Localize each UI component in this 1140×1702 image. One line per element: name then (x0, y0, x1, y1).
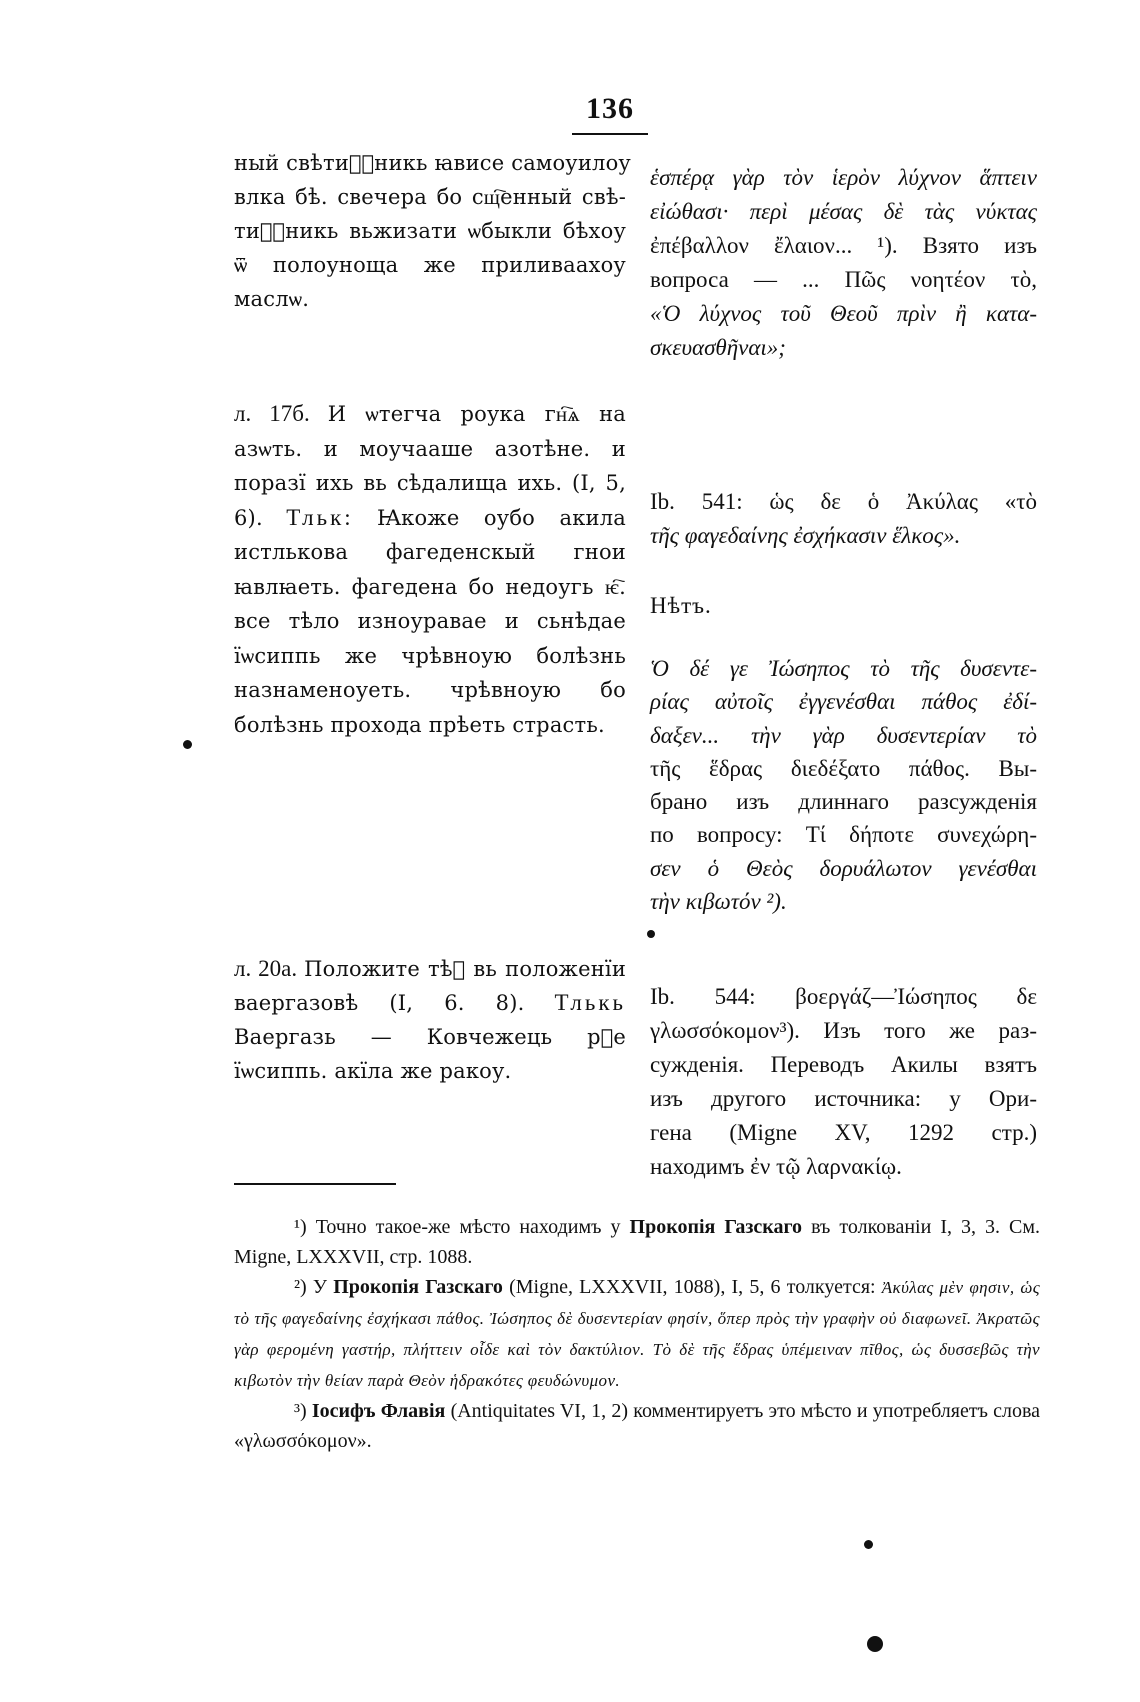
ink-speck (864, 1540, 873, 1549)
text-line: по вопросу: Τί δήποτε συνεχώρη- (650, 822, 1037, 848)
left-block-1 (234, 146, 631, 316)
footnote-text: (Antiquitates VI, 1, 2) комментируетъ это мѣсто и употребляетъ слова «γλωσσόκομον». (234, 1400, 1041, 1452)
right-block-3: Нѣтъ. (650, 593, 712, 618)
header-rule (572, 133, 648, 135)
greek-line: Ὁ δέ γε Ἰώσηπος τὸ τῆς δυσεντε- (650, 656, 1037, 681)
author-name: Прокопія Газскаго (629, 1216, 803, 1238)
slavonic-text: Ꙗкоже оубо акила истлькова фагеденскый гнои ꙗвлꙗеть. фагедена бо недоугь ѥ҇. все тѣло изноуравае и сьнѣдае ïѡсиппь же чрѣвноую болѣзнь назнаменоуеть. чрѣвноую бо болѣзнь прохода прѣеть страсть. (234, 505, 626, 737)
footnote-3 (234, 1396, 1040, 1456)
greek-line: «Ὁ λύχνος τοῦ Θεοῦ πρὶν ἢ κατα- (650, 301, 1037, 326)
slavonic-text: Положите тѣⷯ вь положенїи ваергазовѣ (I, 6. 8). (234, 957, 627, 1015)
greek-quotation: Ἀκύλας μὲν φησιν, ὡς τὸ τῆς φαγεδαίνης ἐσχήκασι πάθος. Ἰώσηπος δὲ δυσεντερίαν φησίν, ὅπερ πρὸς τὴν γραφὴν οὐ διαφωνεῖ. Ἀκρατῶς γὰρ φερομένη γαστήρ, πλήττειν οἶδε καὶ τὸν δακτύλιον. Τὸ δὲ τῆς ἕδρας ὑπέμειναν πῖθος, ὡς δυσσεβῶς τὴν κιβωτὸν τὴν θείαν παρὰ Θεὸν ἡδρακότες φευδώνυμον. (234, 1278, 1041, 1390)
text-line: маслѡ. (234, 287, 310, 311)
ink-speck (647, 930, 655, 938)
greek-line: σκευασθῆναι»; (650, 335, 786, 360)
right-block-1 (650, 161, 1037, 365)
text-line: ный свѣтиⷧ҇никь ꙗвисе самоуилоу (234, 151, 631, 175)
ink-speck (183, 740, 192, 749)
greek-line: εἰώθασι· περὶ μέσας δὲ τὰς νύκτας (650, 199, 1037, 224)
footnote-2 (234, 1272, 1040, 1396)
author-name: Прокопія Газскаго (333, 1276, 503, 1298)
text-line: гена (Migne XV, 1292 стр.) (650, 1120, 1037, 1145)
ink-speck (867, 1636, 883, 1652)
text-line: Ib. 541: ὡς δε ὁ Ἀκύλας «τὸ (650, 489, 1037, 514)
text-line: сужденія. Переводъ Акилы взятъ (650, 1052, 1037, 1077)
footnote-mark: ²) (294, 1276, 307, 1298)
greek-line: σεν ὁ Θεὸς δορυάλωτον γενέσθαι (650, 855, 1037, 881)
footnote-text: (Migne, LXXXVII, 1088), I, 5, 6 толкуется: (509, 1276, 876, 1298)
footnote-mark: ¹) (294, 1216, 307, 1238)
folio-reference: л. 17б. (234, 401, 310, 426)
author-name: Іосифъ Флавія (311, 1400, 446, 1422)
greek-line: ἑσπέρᾳ γὰρ τὸν ἱερὸν λύχνον ἅπτειν (650, 165, 1037, 190)
slavonic-text: Ваергазь — Ковчежець рⷱе ïѡсиппь. акїла же ракоу. (234, 1025, 626, 1083)
footnote-mark: ³) (294, 1400, 307, 1422)
commentary-label: Тлькь (554, 990, 626, 1015)
page-number: 136 (586, 92, 634, 125)
footnotes (234, 1212, 1040, 1456)
text-line: изъ другого источника: у Ори- (650, 1086, 1037, 1111)
greek-line: ρίας αὐτοῖς ἐγγενέσθαι πάθος ἐδί- (650, 689, 1037, 715)
folio-reference: л. 20а. (234, 956, 298, 981)
left-block-3 (234, 952, 626, 1088)
footnote-rule (234, 1183, 396, 1185)
text-line: вопроса — ... Πῶς νοητέον τὸ, (650, 267, 1037, 292)
footnote-text: въ толкованіи I, 3, 3. См. Migne, LXXXVII, стр. 1088. (234, 1216, 1041, 1268)
footnote-text: Точно такое-же мѣсто находимъ у (315, 1216, 621, 1238)
greek-line: τῆς φαγεδαίνης ἐσχήκασιν ἕλκος». (650, 523, 961, 548)
text-line: Ib. 544: βοεργάζ—Ἰώσηπος δε (650, 984, 1037, 1009)
commentary-label: Тльк: (286, 504, 354, 530)
slavonic-text: И ѡтегча роука гн҇ѧ на азѡть. и моучааше азотѣне. и поразї ихь вь сѣдалища ихь. (I, 5, 6). (234, 402, 627, 530)
right-block-5 (650, 980, 1037, 1184)
footnote-1 (234, 1212, 1040, 1272)
text-line: брано изъ длиннаго разсужденія (650, 789, 1037, 815)
text-line: τῆς ἕδρας διεδέξατο πάθος. Вы- (650, 755, 1037, 781)
right-block-4 (650, 652, 1037, 918)
text-line: тиⷧ҇никь вьжизати ѡбыкли бѣхоу (234, 219, 626, 243)
right-block-2 (650, 485, 1037, 553)
text-line: ἐπέβαλλον ἔλαιον... ¹). Взято изъ (650, 233, 1037, 258)
text-line: ѿ полоуноща же приливаахоу (234, 253, 626, 277)
greek-line: δαξεν... τὴν γὰρ δυσεντερίαν τὸ (650, 722, 1037, 748)
text-line: γλωσσόκομον³). Изъ того же раз- (650, 1018, 1037, 1043)
text-line: находимъ ἐν τῷ λαρνακίῳ. (650, 1154, 902, 1179)
greek-line: τὴν κιβωτόν ²). (650, 889, 787, 915)
text-line: влка бѣ. свечера бо сщ҇енный свѣ- (234, 185, 626, 209)
left-block-2 (234, 397, 626, 742)
footnote-text: У (312, 1276, 328, 1298)
